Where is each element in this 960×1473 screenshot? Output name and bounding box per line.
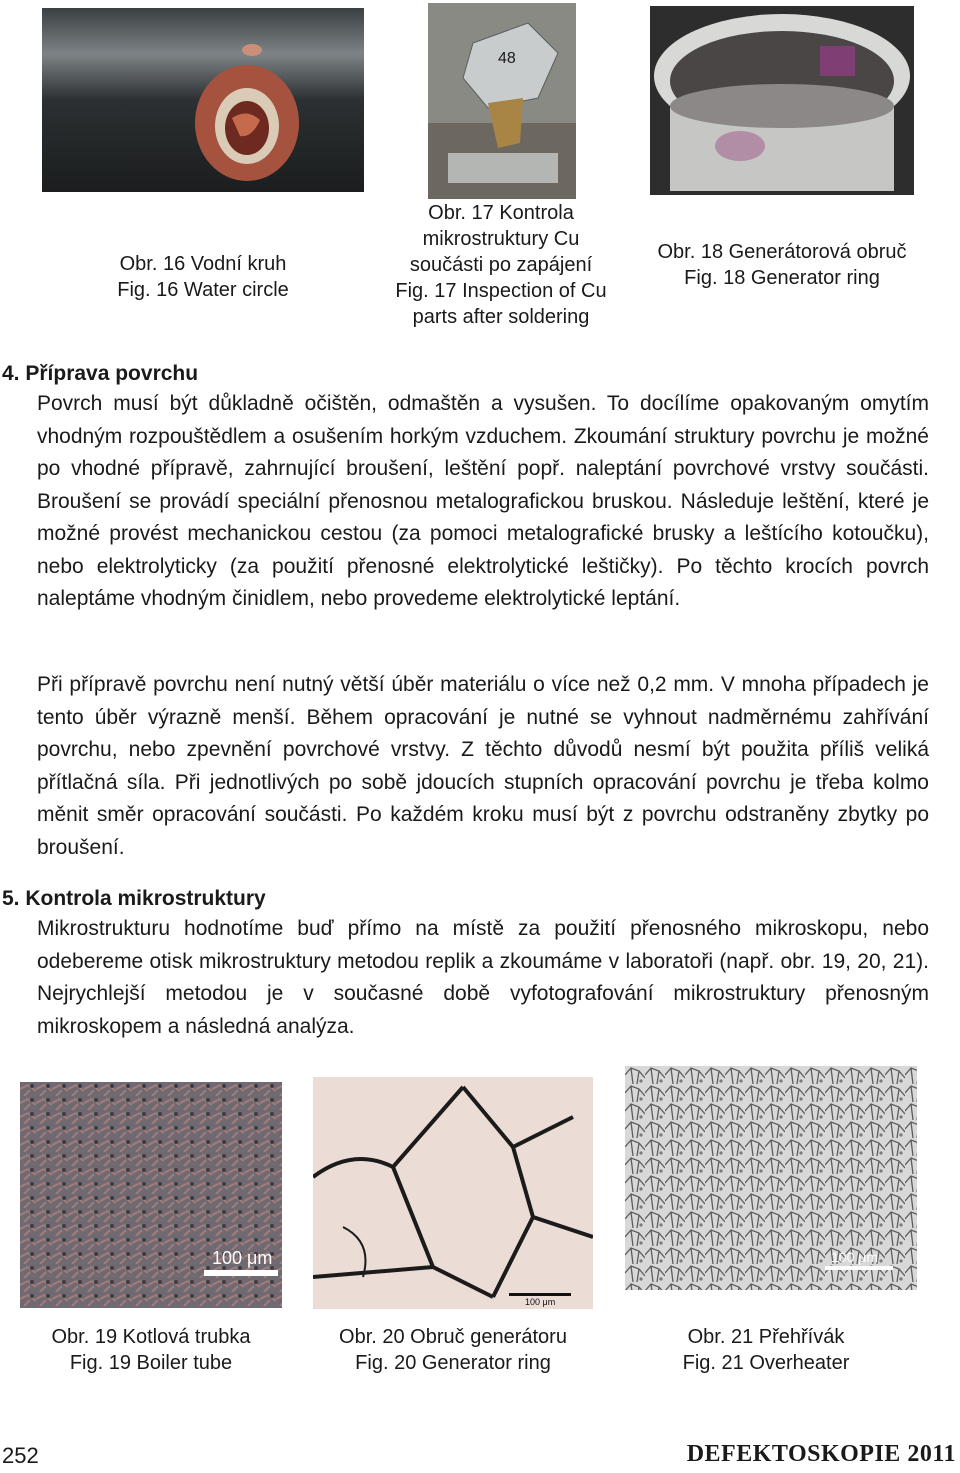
figure-19-caption-en: Fig. 19 Boiler tube [69,1352,233,1374]
figure-17-caption-en: Fig. 17 Inspection of Cu parts after soldering [395,280,607,328]
bolt-marking: 48 [498,50,516,67]
figure-18-caption-cz: Obr. 18 Generátorová obruč [657,241,907,263]
figure-20-photo [313,1077,593,1309]
figure-21-caption [630,1324,902,1376]
figure-21-scale-label: 100 μm [831,1249,878,1265]
page-number: 252 [2,1443,39,1468]
figure-16-photo [42,8,364,192]
section-4-paragraph-2: Při přípravě povrchu není nutný větší úběr materiálu o více než 0,2 mm. V mnoha případech je tento úběr výrazně menší. Během opracování je nutné se vyhnout nadměrnému zahřívání povrchu, nebo zpevnění povrchové vrstvy. Z těchto důvodů nesmí být použita příliš veliká přítlačná síla. Při jednotlivých po sobě jdoucích stupních opracování povrchu je třeba kolmo měnit směr opracování součásti. Po každém kroku musí být z povrchu odstraněny zbytky po broušení. [37,673,929,859]
figure-16-caption-en: Fig. 16 Water circle [117,279,289,301]
journal-name: DEFEKTOSKOPIE 2011 [686,1441,956,1467]
figure-16-caption [100,251,306,303]
figure-21-caption-cz: Obr. 21 Přehřívák [687,1326,845,1348]
figure-19-scale-label: 100 μm [212,1248,273,1268]
figure-19-caption-cz: Obr. 19 Kotlová trubka [51,1326,251,1348]
section-5-heading: 5. Kontrola mikrostruktury [2,887,266,910]
figure-19-photo [20,1082,282,1308]
figure-20-caption [313,1324,593,1376]
figure-18-caption [632,239,932,291]
section-4-paragraph-1: Povrch musí být důkladně očištěn, odmaštěn a vysušen. To docílíme opakovaným omytím vhodným rozpouštědlem a osušením horkým vzduchem. Zkoumání struktury povrchu je možné po vhodné přípravě, zahrnující broušení, leštění popř. naleptání povrchové vrstvy součásti. Broušení se provádí speciální přenosnou metalografickou bruskou. Následuje leštění, které je možné provést mechanickou cestou (za pomoci metalografické brusky a leštícího kotoučku), nebo elektrolyticky (za použití přenosné elektrolytické leštičky). Po těchto krocích povrch naleptáme vhodným činidlem, nebo provedeme elektrolytické leptání. [37,392,929,610]
section-4-heading: 4. Příprava povrchu [2,362,199,385]
figure-17-caption [390,200,612,330]
figure-16-caption-cz: Obr. 16 Vodní kruh [119,253,287,275]
figure-19-caption [20,1324,282,1376]
figure-20-caption-cz: Obr. 20 Obruč generátoru [339,1326,567,1348]
figure-17-photo [428,3,576,199]
figure-18-caption-en: Fig. 18 Generator ring [684,267,880,289]
figure-21-caption-en: Fig. 21 Overheater [682,1352,850,1374]
section-5-paragraph-1: Mikrostrukturu hodnotíme buď přímo na místě za použití přenosného mikroskopu, nebo odebereme otisk mikrostruktury metodou replik a zkoumáme v laboratoři (např. obr. 19, 20, 21). Nejrychlejší metodou je v současné době vyfotografování mikrostruktury přenosným mikroskopem a následná analýza. [37,917,929,1038]
figure-17-caption-cz: Obr. 17 Kontrola mikrostruktury Cu součásti po zapájení [409,202,593,276]
figure-20-scale-label: 100 μm [525,1297,556,1307]
figure-21-photo [625,1066,917,1290]
figure-20-caption-en: Fig. 20 Generator ring [355,1352,551,1374]
figure-18-photo [650,6,914,195]
